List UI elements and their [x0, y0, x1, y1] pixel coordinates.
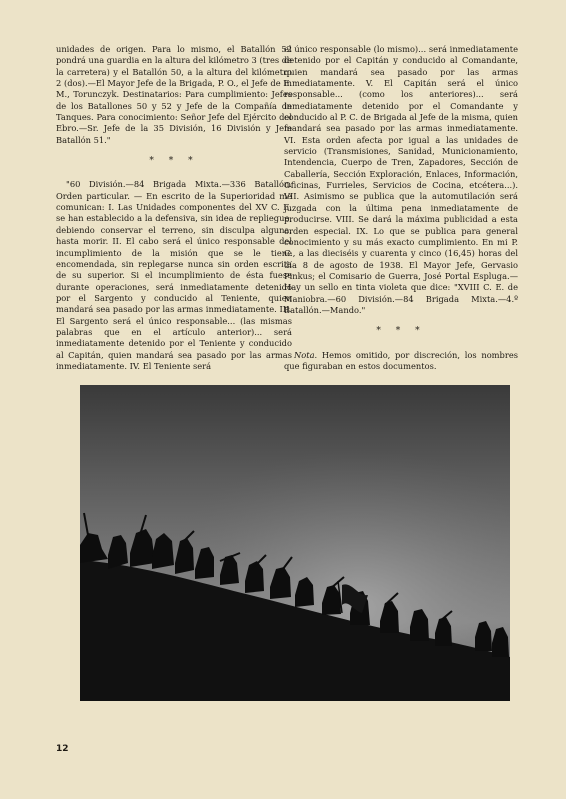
left-paragraph-2: "60 División.—84 Brigada Mixta.—336 Batallón. Orden particular. — En escrito de la Superioridad me comunican: I. Las Unidades componentes del XV C. E. se han establecido a la defensiva, sin idea de repliegue, debiendo conservar el terreno, sin disculpa alguna, hasta morir. II. El cabo será el único responsable del incumplimiento de la misión que se le tiene encomendada, sin replegarse nunca sin orden escrita de su superior. Si el incumplimiento de ésta fuese durante operaciones, será inmediatamente detenido por el Sargento y conducido al Teniente, quien mandará sea pasado por las armas inmediatamente. III. El Sargento será el único responsable... (las mismas palabras que en el artículo anterior)... será inmediatamente detenido por el Teniente y conducido al Capitán, quien mandará sea pasado por las armas inmediatamente. IV. El Teniente será — [56, 179, 292, 371]
section-separator: * * * — [149, 156, 199, 167]
photo-image — [80, 385, 510, 701]
left-column — [56, 44, 292, 372]
note-label: Nota. — [294, 349, 318, 360]
section-separator: * * * — [376, 326, 426, 337]
right-column — [284, 44, 518, 372]
left-paragraph-1: unidades de origen. Para lo mismo, el Batallón 52 pondrá una guardia en la altura del kilómetro 3 (tres de la carretera) y el Batallón 50, a la altura del kilómetro 2 (dos).—El Mayor Jefe de la Brigada, P. O., el Jefe de E. M., Torunczyk. Destinatarios: Para cumplimiento: Jefes de los Batallones 50 y 52 y Jefe de la Compañía de Tanques. Para conocimiento: Señor Jefe del Ejército del Ebro.—Sr. Jefe de la 35 División, 16 División y Jefe Batallón 51." — [56, 44, 292, 145]
right-paragraph-1: el único responsable (lo mismo)... será inmediatamente detenido por el Capitán y conducido al Comandante, quien mandará sea pasado por las armas inmediatamente. V. El Capitán será el único responsable... (como los anteriores)... será inmediatamente detenido por el Comandante y conducido al P. C. de Brigada al Jefe de la misma, quien mandará sea pasado por las armas inmediatamente. VI. Esta orden afecta por igual a las unidades de servicio (Transmisiones, Sanidad, Municionamiento, Intendencia, Cuerpo de Tren, Zapadores, Sección de Caballería, Sección Exploración, Enlaces, Información, Oficinas, Furrieles, Servicios de Cocina, etcétera...). VII. Asimismo se publica que la automutilación será juzgada con la última pena inmediatamente de producirse. VIII. Se dará la máxima publicidad a esta orden especial. IX. Lo que se publica para general conocimiento y su más exacto cumplimiento. En mi P. C., a las dieciséis y cuarenta y cinco (16,45) horas del día 8 de agosto de 1938. El Mayor Jefe, Gervasio Pinkus; el Comisario de Guerra, José Portal Espluga.—Hay un sello en tinta violeta que dice: "XVIII C. E. de Maniobra.—60 División.—84 Brigada Mixta.—4.º Batallón.—Mando." — [284, 44, 518, 315]
page-number: 12 — [56, 744, 69, 754]
note-paragraph — [284, 350, 518, 373]
note-text: Hemos omitido, por discreción, los nombres que figuraban en estos documentos. — [284, 349, 518, 371]
soldiers-silhouette-photo — [80, 385, 510, 701]
